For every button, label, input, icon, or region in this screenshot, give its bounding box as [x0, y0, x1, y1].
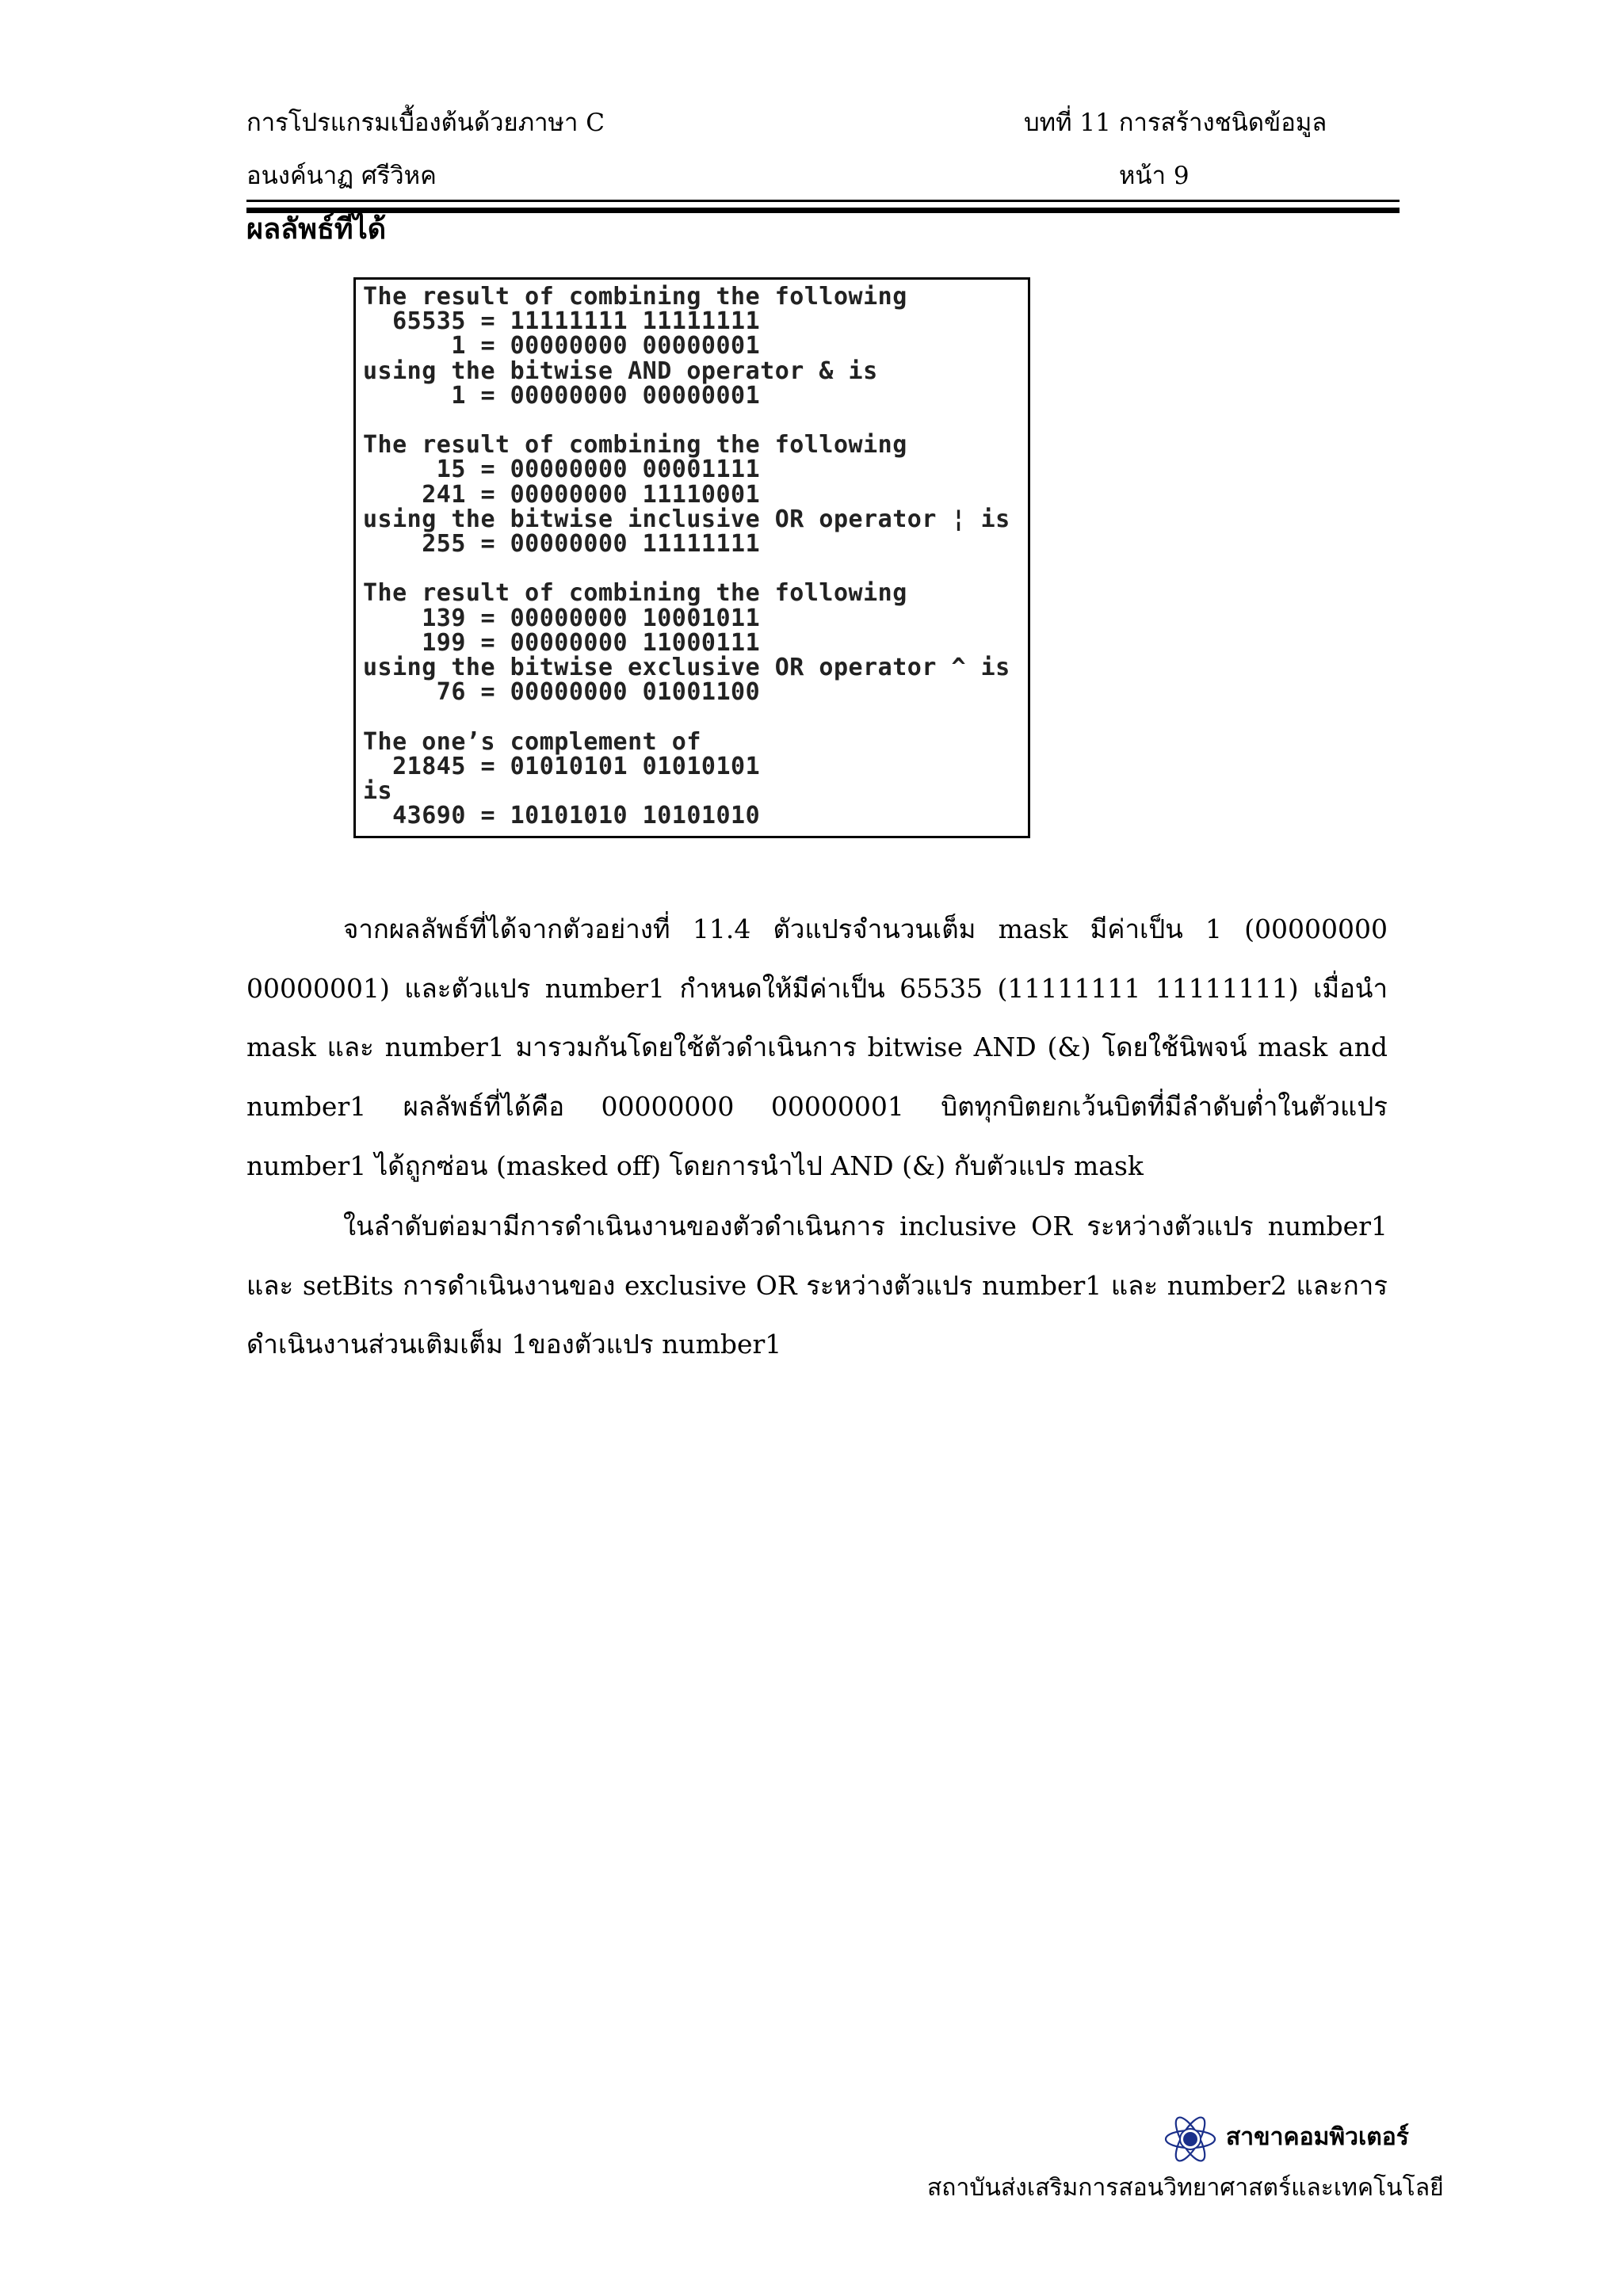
footer-institute: สถาบันส่งเสริมการสอนวิทยาศาสตร์และเทคโนโลยี: [927, 2174, 1444, 2202]
console-output-screenshot: [353, 277, 1030, 838]
header-rule-thick: [246, 208, 1400, 213]
footer-department: สาขาคอมพิวเตอร์: [1226, 2123, 1409, 2151]
section-heading: ผลลัพธ์ที่ได้: [246, 212, 387, 246]
body-paragraph-2: ในลำดับต่อมามีการดำเนินงานของตัวดำเนินการ inclusive OR ระหว่างตัวแปร number1 และ setBits การดำเนินงานของ exclusive OR ระหว่างตัวแปร number1 และ number2 และการดำเนินงานส่วนเติมเต็ม 1ของตัวแปร number1: [246, 1211, 1388, 1360]
institute-atom-logo-icon: [1163, 2112, 1217, 2166]
body-paragraph-1: จากผลลัพธ์ที่ได้จากตัวอย่างที่ 11.4 ตัวแปรจำนวนเต็ม mask มีค่าเป็น 1 (00000000 00000001) และตัวแปร number1 กำหนดให้มีค่าเป็น 65535 (11111111 11111111) เมื่อนำ mask และ number1 มารวมกันโดยใช้ตัวดำเนินการ bitwise AND (&) โดยใช้นิพจน์ mask and number1 ผลลัพธ์ที่ได้คือ 00000000 00000001 บิตทุกบิตยกเว้นบิตที่มีลำดับต่ำในตัวแปร number1 ได้ถูกซ่อน (masked off) โดยการนำไป AND (&) กับตัวแปร mask: [246, 913, 1388, 1181]
header-page-number: หน้า 9: [1119, 162, 1190, 190]
header-course-title: การโปรแกรมเบื้องต้นด้วยภาษา C: [246, 109, 605, 137]
header-rule-thin: [246, 200, 1400, 202]
header-chapter-title: บทที่ 11 การสร้างชนิดข้อมูล: [1024, 109, 1327, 137]
console-output-text: The result of combining the following 65535 = 11111111 11111111 1 = 00000000 00000001 using the bitwise AND operator & is 1 = 00000000 00000001 The result of combining the following 15 = 00000000 00001111 241 = 00000000 11110001 using the bitwise inclusive OR operator ¦ is 255 = 00000000 11111111 The result of combining the following 139 = 00000000 10001011 199 = 00000000 11000111 using the bitwise exclusive OR operator ^ is 76 = 00000000 01001100 The one’s complement of 21845 = 01010101 01010101 is 43690 = 10101010 10101010: [363, 283, 1010, 830]
header-author: อนงค์นาฏ ศรีวิหค: [246, 162, 437, 190]
